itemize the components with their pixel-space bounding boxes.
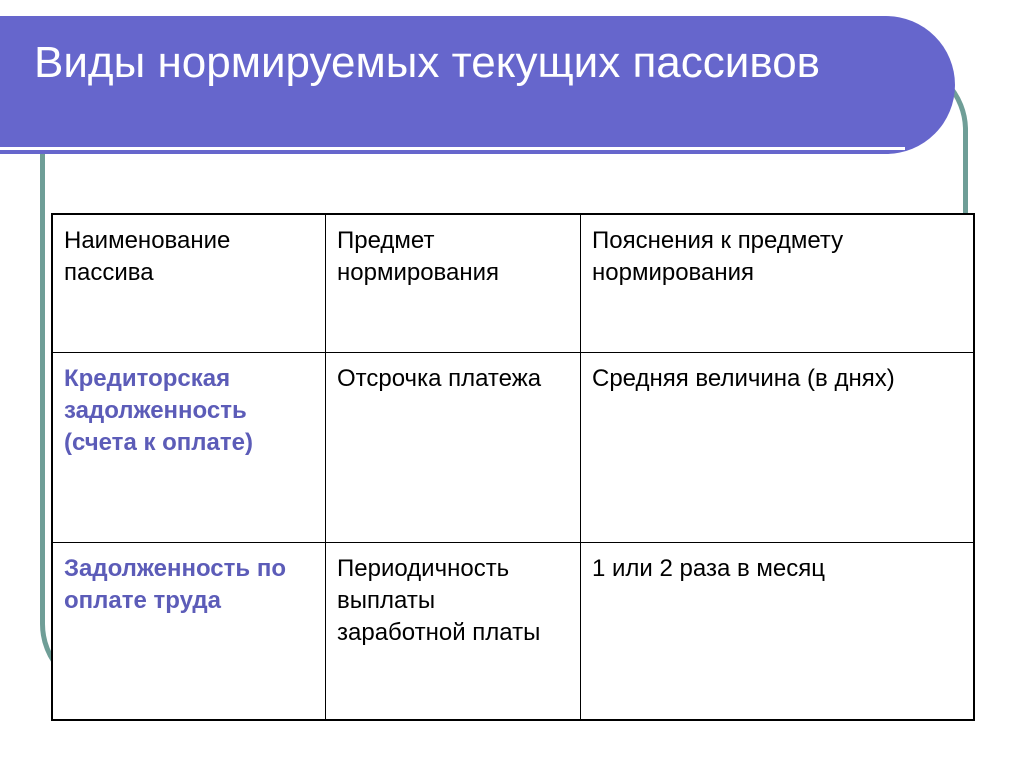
liabilities-table — [51, 213, 975, 721]
table-row — [52, 542, 974, 720]
table-header-row — [52, 214, 974, 352]
row-name-cell: Кредиторская задолженность (счета к оплате) — [52, 352, 326, 542]
title-underline — [0, 147, 905, 150]
header-cell-name: Наименование пассива — [52, 214, 326, 352]
title-banner — [0, 16, 955, 154]
row-explanation-cell: 1 или 2 раза в месяц — [581, 542, 975, 720]
header-cell-subject: Предмет нормирования — [326, 214, 581, 352]
row-subject-cell: Периодичность выплаты заработной платы — [326, 542, 581, 720]
row-subject-cell: Отсрочка платежа — [326, 352, 581, 542]
header-cell-explanation: Пояснения к предмету нормирования — [581, 214, 975, 352]
slide-title: Виды нормируемых текущих пассивов — [34, 38, 821, 87]
row-explanation-cell: Средняя величина (в днях) — [581, 352, 975, 542]
row-name-cell: Задолженность по оплате труда — [52, 542, 326, 720]
table-row — [52, 352, 974, 542]
